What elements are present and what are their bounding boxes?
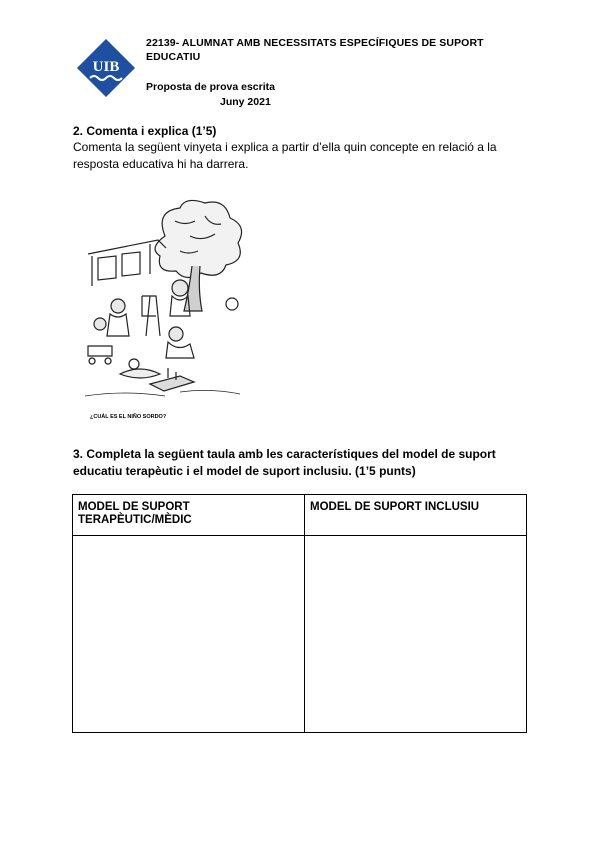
svg-text:UIB: UIB	[92, 59, 120, 75]
table-header-inclusive: MODEL DE SUPORT INCLUSIU	[305, 495, 527, 536]
exam-date: Juny 2021	[220, 96, 271, 108]
course-title: 22139- ALUMNAT AMB NECESSITATS ESPECÍFIQUES DE SUPORT EDUCATIU	[146, 37, 484, 63]
cartoon-illustration	[80, 196, 250, 428]
table-header-therapeutic: MODEL DE SUPORT TERAPÈUTIC/MÈDIC	[73, 495, 305, 536]
support-models-table	[72, 494, 527, 733]
exam-subtitle: Proposta de prova escrita	[146, 81, 275, 93]
answer-cell-therapeutic[interactable]	[73, 536, 305, 733]
uib-logo	[76, 38, 136, 98]
question-2-text: Comenta la següent vinyeta i explica a partir d’ella quin concepte en relació a la resposta educativa hi ha darrera.	[73, 140, 497, 171]
question-2-title: 2. Comenta i explica (1’5)	[73, 124, 217, 138]
question-3-title: 3. Completa la següent taula amb les característiques del model de suport educatiu terapèutic i el model de suport inclusiu. (1’5 punts)	[73, 447, 496, 478]
cartoon-caption: ¿CUÁL ES EL NIÑO SORDO?	[90, 414, 167, 420]
answer-cell-inclusive[interactable]	[305, 536, 527, 733]
